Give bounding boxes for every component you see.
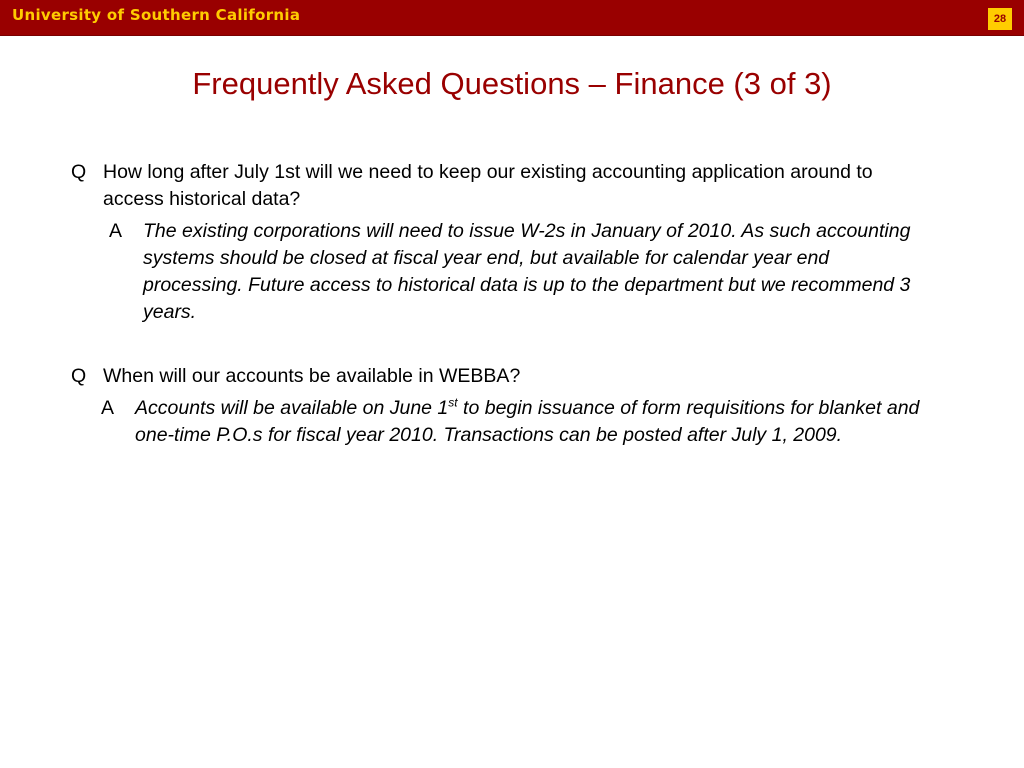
faq-item-2 [0, 363, 1024, 449]
page-number: 28 [988, 8, 1012, 30]
question-text: When will our accounts be available in WEBBA? [103, 365, 521, 387]
answer-text: The existing corporations will need to issue W-2s in January of 2010. As such accounting systems should be closed at fiscal year end, but available for calendar year end processing. Future access to historical data is up to the department but we recommend 3 years. [143, 220, 911, 323]
answer-marker: A [101, 397, 115, 419]
question-text: How long after July 1st will we need to keep our existing accounting application around to access historical data? [103, 161, 873, 210]
answer-text-part2: to begin issuance of form requisitions for blanket and one-time P.O.s for fiscal year 2010. Transactions can be posted after July 1, 2009. [135, 397, 920, 446]
answer-marker: A [109, 220, 123, 242]
university-logo-text: University of Southern California [12, 6, 301, 24]
slide-title: Frequently Asked Questions – Finance (3 of 3) [192, 66, 832, 101]
answer-superscript: st [448, 395, 458, 410]
answer-text-part1: Accounts will be available on June 1 [135, 397, 449, 419]
answer-row [0, 218, 1024, 326]
answer-text [135, 395, 925, 449]
question-marker: Q [71, 161, 87, 183]
header-bar [0, 0, 1024, 36]
question-row [0, 363, 1024, 390]
question-row [0, 159, 1024, 213]
faq-item-1 [0, 159, 1024, 326]
question-marker: Q [71, 365, 87, 387]
answer-row [0, 395, 1024, 449]
